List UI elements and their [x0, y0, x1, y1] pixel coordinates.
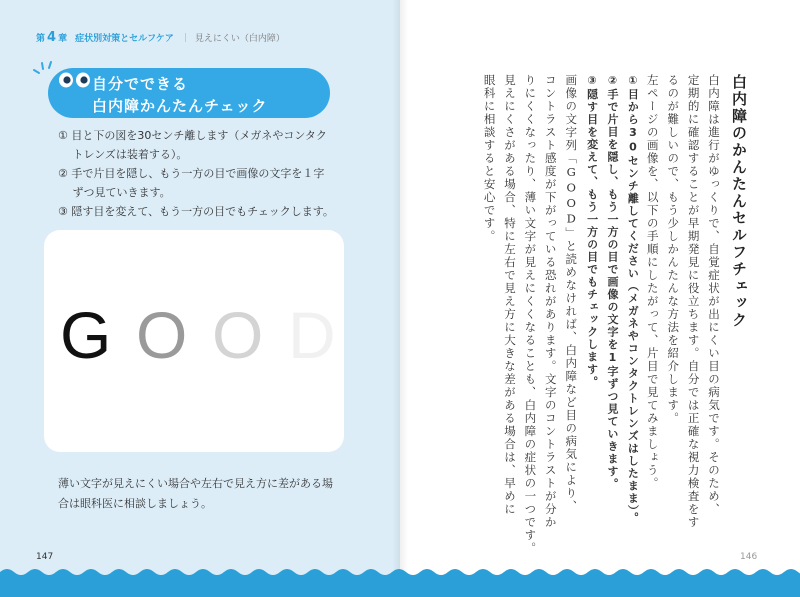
body-column: ①目から30センチ離してください（メガネやコンタクトレンズはしたまま）。 — [626, 74, 640, 525]
wave-decoration — [0, 562, 800, 597]
chapter-prefix: 第 — [36, 34, 46, 44]
badge-line-2: 白内障かんたんチェック — [92, 97, 268, 115]
book-spine — [392, 0, 408, 597]
body-column: 眼科に相談すると安心です。 — [482, 74, 497, 243]
body-column: ③隠す目を変えて、もう一方の目でもチェックします。 — [585, 74, 599, 389]
body-column: 見えにくさがある場合、特に左右で見え方に大きな差がある場合は、早めに — [503, 74, 517, 516]
body-column: 白内障は進行がゆっくりで、自覚症状が出にくい目の病気です。そのため、 — [707, 74, 721, 516]
good-letter-d: D — [288, 298, 336, 372]
step-line: ③ 隠す目を変えて、もう一方の目でもチェックします。 — [58, 205, 334, 218]
header-divider: | — [183, 32, 187, 43]
page-number-right: 146 — [740, 552, 758, 562]
good-letter-g: G — [60, 298, 112, 372]
header-topic: 見えにくい（白内障） — [194, 34, 285, 44]
step-line: ずつ見ていきます。 — [58, 186, 171, 199]
body-column: 定期的に確認することが早期発見に役立ちます。自分では正確な視力検査をす — [686, 74, 701, 529]
check-steps — [58, 126, 348, 221]
running-header — [36, 30, 285, 45]
body-column: 画像の文字列「GOOD」と読めなければ、白内障など目の病気により、 — [564, 74, 579, 513]
step-line: トレンズは装着する）。 — [58, 148, 188, 161]
step-line: ① 目と下の図を30センチ離します（メガネやコンタク — [58, 129, 327, 142]
body-column: ②手で片目を隠し、もう一方の目で画像の文字を1字ずつ見ていきます。 — [606, 74, 619, 491]
section-title: 症状別対策とセルフケア — [75, 34, 174, 44]
article-title: 白内障のかんたんセルフチェック — [730, 74, 748, 329]
body-column: りにくくなったり、薄い文字が見えにくくなることも、白内障の症状の一つです。 — [523, 74, 538, 555]
badge-line-1: 自分でできる — [92, 75, 189, 93]
body-column: るのが難しいので、もう少しかんたんな方法を紹介します。 — [666, 74, 681, 425]
body-column: コントラスト感度が下がっている恐れがあります。文字のコントラストが分か — [543, 74, 558, 529]
page-number-left: 147 — [36, 552, 54, 562]
chapter-suffix: 章 — [58, 34, 68, 44]
note-line: 合は眼科医に相談しましょう。 — [58, 497, 212, 510]
note-line: 薄い文字が見えにくい場合や左右で見え方に差がある場 — [58, 477, 333, 490]
good-letter-o2: O — [212, 298, 264, 372]
advice-note — [58, 474, 348, 514]
good-test-text — [60, 298, 364, 372]
body-column: 左ページの画像を、以下の手順にしたがって、片目で見てみましょう。 — [645, 74, 660, 490]
eyes-icon — [58, 71, 92, 89]
step-line: ② 手で片目を隠し、もう一方の目で画像の文字を１字 — [58, 167, 325, 180]
chapter-number: 4 — [47, 30, 57, 45]
good-letter-o1: O — [136, 298, 188, 372]
